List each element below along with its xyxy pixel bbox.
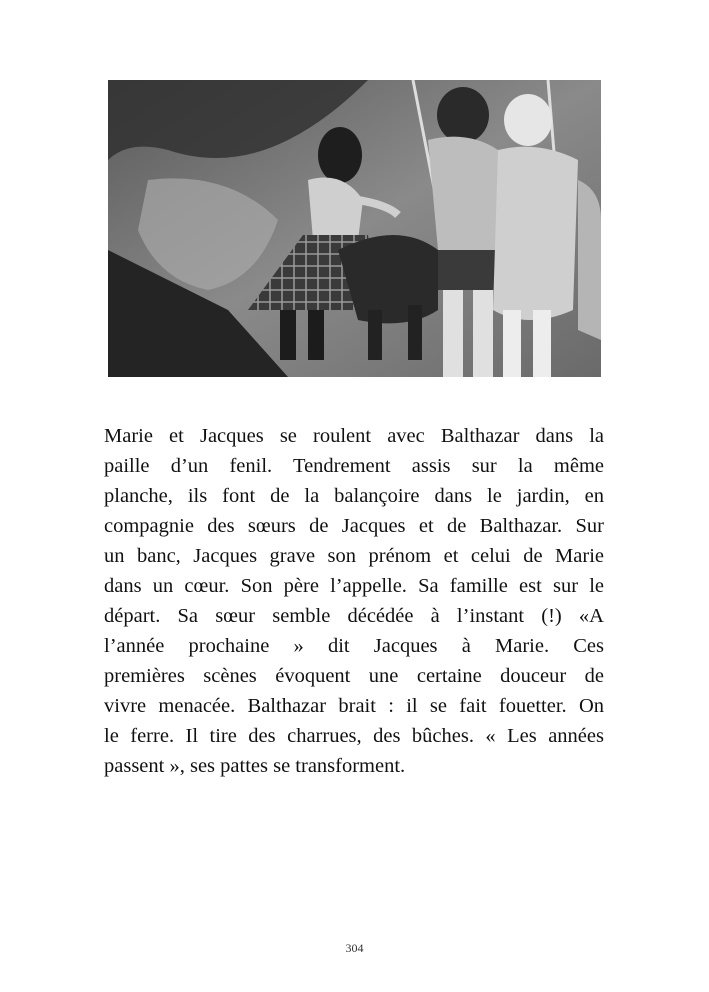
text-line: vivre menacée. Balthazar brait : il se fait fouetter. On bbox=[104, 695, 604, 717]
film-still-photo bbox=[108, 80, 601, 377]
text-line: Marie et Jacques se roulent avec Balthazar dans la bbox=[104, 425, 604, 447]
text-line: compagnie des sœurs de Jacques et de Balthazar. Sur bbox=[104, 515, 604, 537]
text-line: un banc, Jacques grave son prénom et celui de Marie bbox=[104, 545, 604, 567]
text-line: dans un cœur. Son père l’appelle. Sa famille est sur le bbox=[104, 575, 604, 597]
text-line: paille d’un fenil. Tendrement assis sur la même bbox=[104, 455, 604, 477]
text-line: planche, ils font de la balançoire dans le jardin, en bbox=[104, 485, 604, 507]
photo-illustration bbox=[108, 80, 601, 377]
text-line: le ferre. Il tire des charrues, des bûches. « Les années bbox=[104, 725, 604, 747]
page-number: 304 bbox=[345, 941, 364, 955]
body-paragraph bbox=[104, 421, 604, 781]
text-line: passent », ses pattes se transforment. bbox=[104, 755, 406, 777]
text-line: l’année prochaine » dit Jacques à Marie. Ces bbox=[104, 635, 604, 657]
text-line: premières scènes évoquent une certaine douceur de bbox=[104, 665, 604, 687]
text-line: départ. Sa sœur semble décédée à l’instant (!) «A bbox=[104, 605, 604, 627]
